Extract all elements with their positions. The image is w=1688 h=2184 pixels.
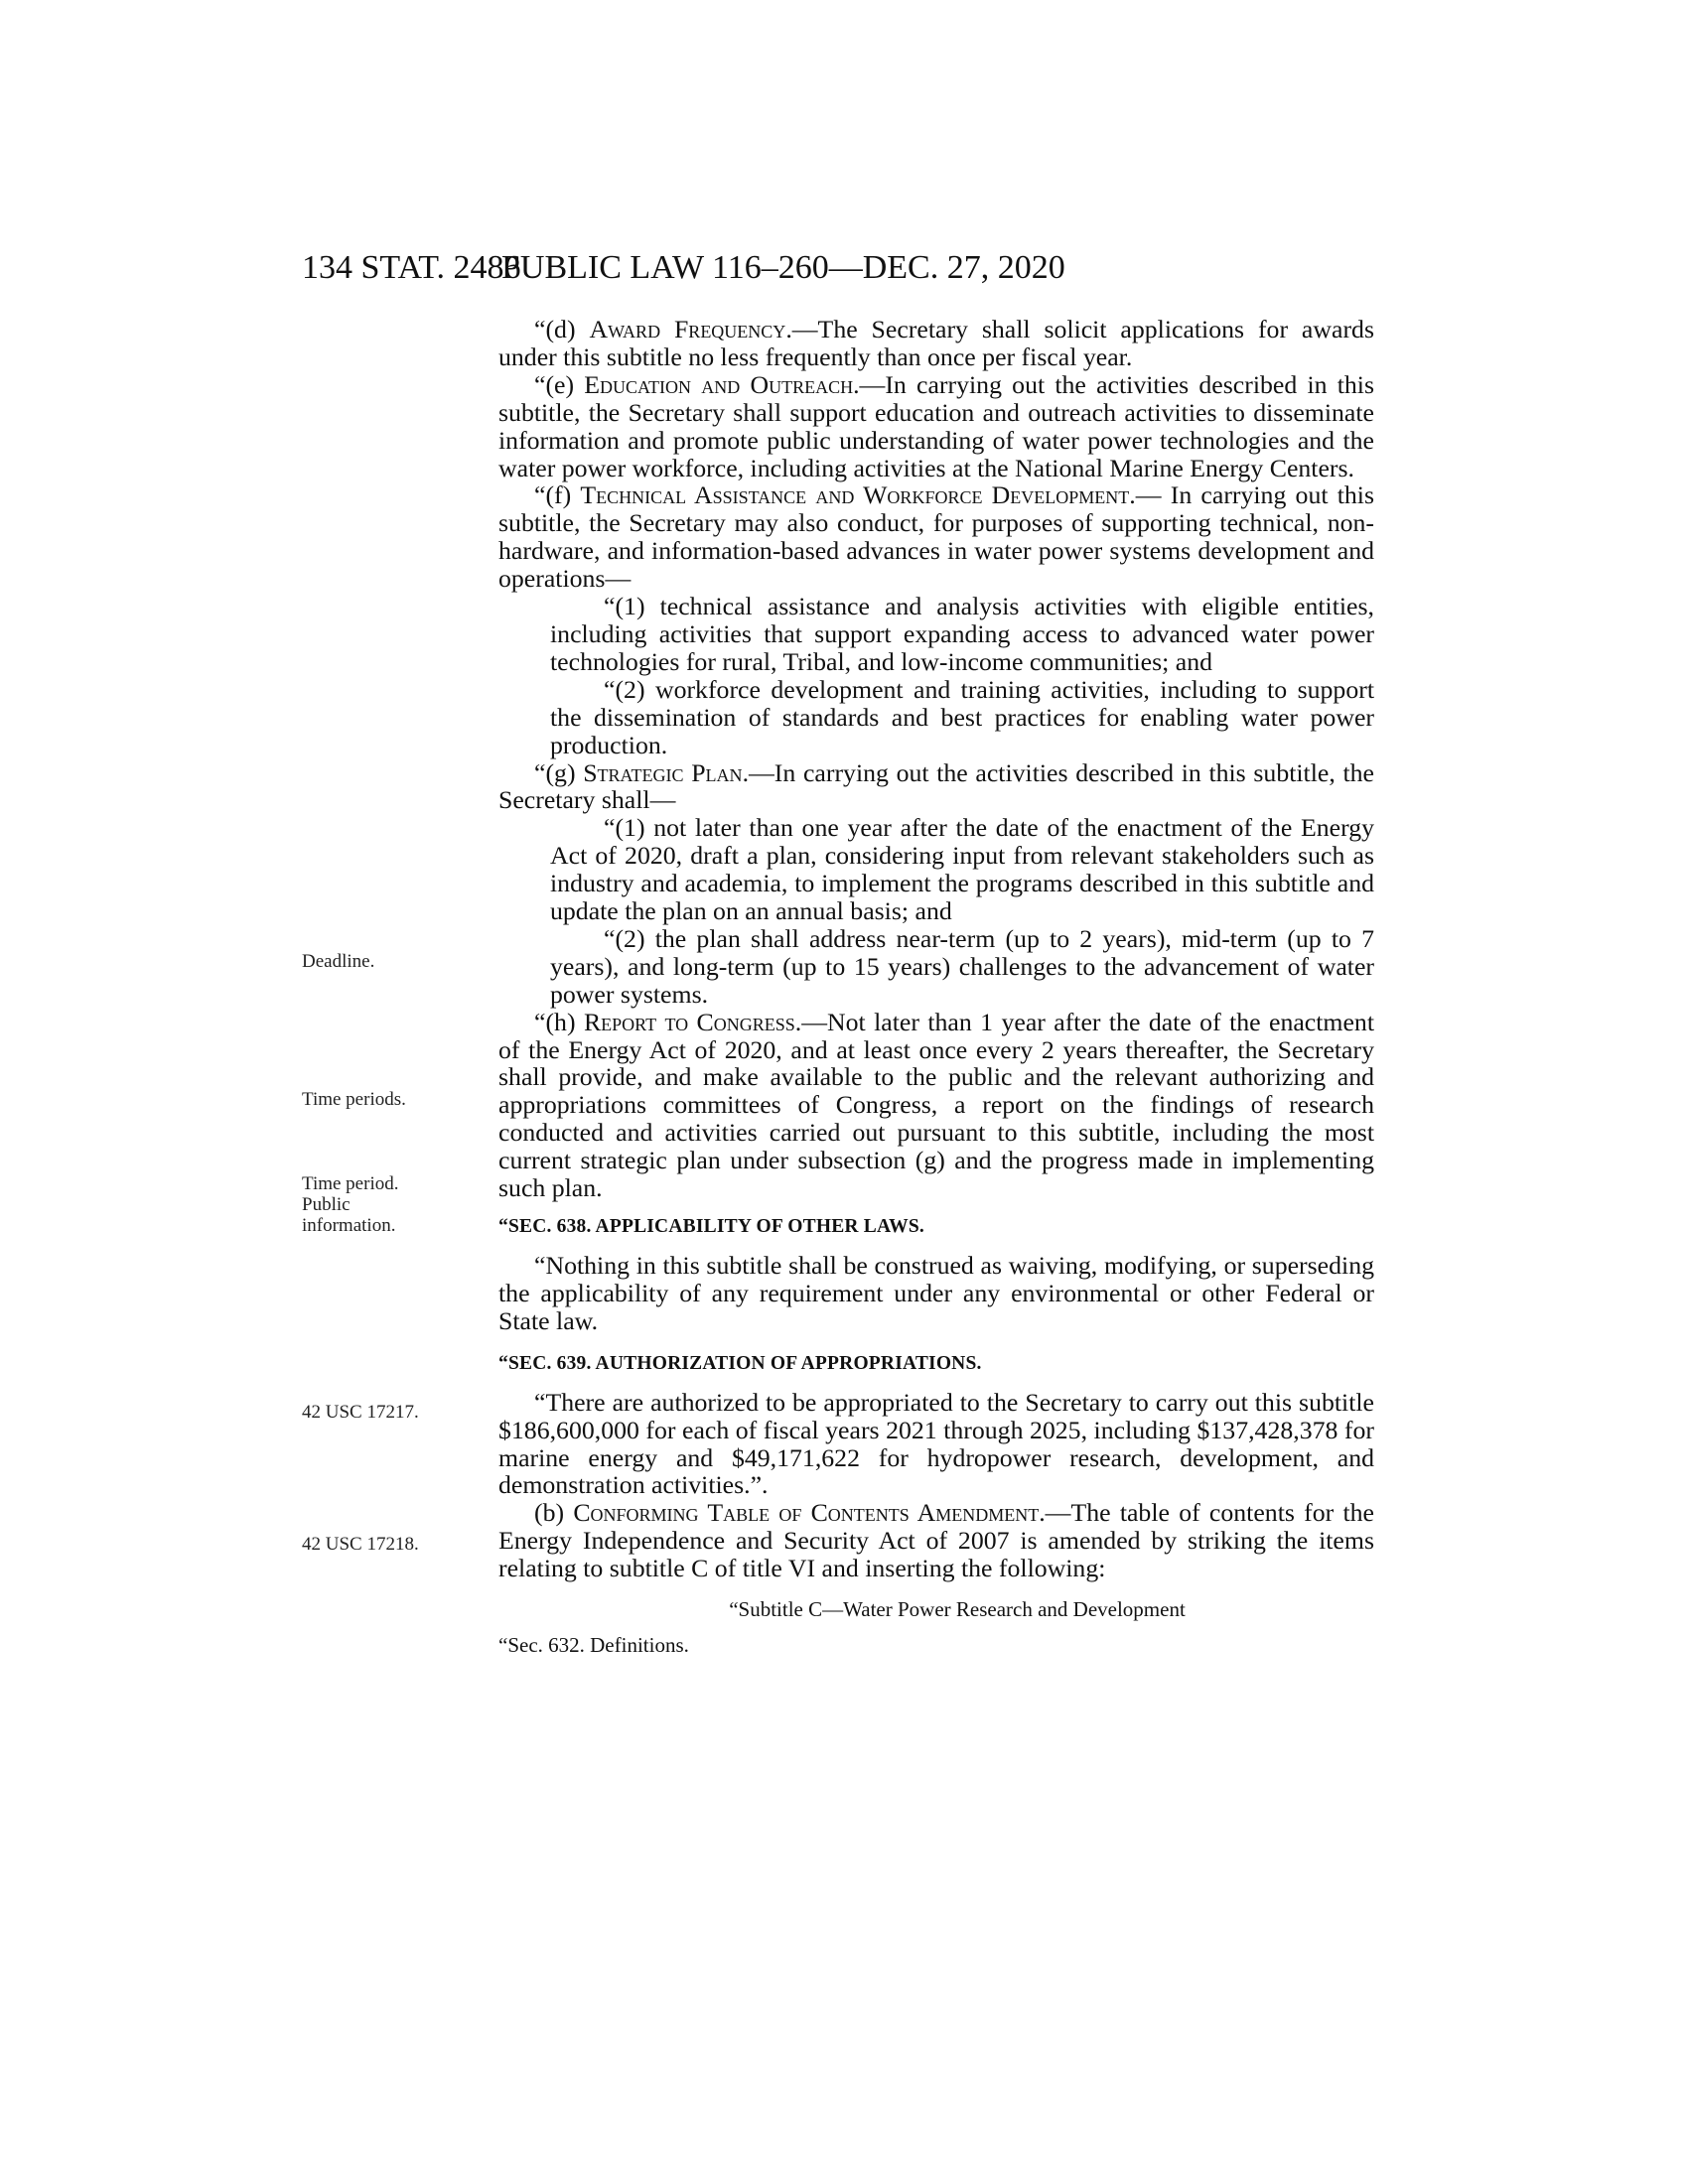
subsection-b: (b) Conforming Table of Contents Amendment.—The table of contents for the Energy Independence and Security Act of 2007 is amended by striking the items relating to subtitle C of title VI and inserting the following: bbox=[498, 1498, 1374, 1583]
margin-note-time-periods: Time periods. bbox=[302, 1089, 406, 1110]
subsection-heading: Conforming Table of Contents Amendment bbox=[573, 1498, 1040, 1528]
subsection-heading: Strategic Plan bbox=[583, 757, 743, 787]
margin-note-time-period bbox=[302, 1173, 398, 1236]
subsection-e: “(e) Education and Outreach.—In carrying out the activities described in this subtitle, the Secretary shall support education and outreach activities to disseminate information and promote public understanding of water power technologies and the water power workforce, including activities at the National Marine Energy Centers. bbox=[498, 369, 1375, 482]
paragraph-g2: “(2) the plan shall address near-term (up to 2 years), mid-term (up to 7 years), and long-term (up to 15 years) challenges to the advancement of water power systems. bbox=[550, 923, 1374, 1009]
paragraph-f1: “(1) technical assistance and analysis activities with eligible entities, including activities that support expanding access to advanced water power technologies for rural, Tribal, and low-income communities; and bbox=[550, 592, 1374, 676]
subsection-heading: Technical Assistance and Workforce Development bbox=[580, 480, 1130, 510]
margin-note-usc-17218: 42 USC 17218. bbox=[302, 1534, 419, 1555]
toc-section-632: “Sec. 632. Definitions. bbox=[498, 1633, 689, 1658]
running-header: PUBLIC LAW 116–260—DEC. 27, 2020 bbox=[501, 249, 1065, 286]
subsection-f: “(f) Technical Assistance and Workforce Development.— In carrying out this subtitle, the Secretary may also conduct, for purposes of supporting technical, non-hardware, and information-based advances in water power systems development and operations— bbox=[498, 480, 1374, 594]
margin-note-line: Time period. bbox=[302, 1173, 399, 1194]
statute-body bbox=[498, 316, 1374, 1658]
paragraph-g1: “(1) not later than one year after the date of the enactment of the Energy Act of 2020, draft a plan, considering input from relevant stakeholders such as industry and academia, to implement the programs described in this subtitle and update the plan on an annual basis; and bbox=[550, 813, 1374, 926]
section-638-body: “Nothing in this subtitle shall be construed as waiving, modifying, or superseding the applicability of any requirement under any environmental or other Federal or State law. bbox=[498, 1251, 1374, 1335]
subsection-g: “(g) Strategic Plan.—In carrying out the activities described in this subtitle, the Secretary shall— bbox=[498, 757, 1374, 815]
section-638-heading: “SEC. 638. APPLICABILITY OF OTHER LAWS. bbox=[498, 1216, 924, 1237]
section-639-heading: “SEC. 639. AUTHORIZATION OF APPROPRIATIONS. bbox=[498, 1352, 982, 1374]
paragraph-f2: “(2) workforce development and training activities, including to support the dissemination of standards and best practices for enabling water power production. bbox=[550, 674, 1374, 759]
section-639-body: “There are authorized to be appropriated to the Secretary to carry out this subtitle $186,600,000 for each of fiscal years 2021 through 2025, including $137,428,378 for marine energy and $49,171,622 for hydropower research, development, and demonstration activities.”. bbox=[498, 1387, 1374, 1500]
subsection-heading: Award Frequency bbox=[589, 315, 786, 343]
margin-note-line: Public bbox=[302, 1194, 351, 1215]
margin-note-deadline: Deadline. bbox=[302, 951, 375, 972]
subsection-h: “(h) Report to Congress.—Not later than 1 year after the date of the enactment of the Energy Act of 2020, and at least once every 2 years thereafter, the Secretary shall provide, and make available to the public and the relevant authorizing and appropriations committees of Congress, a report on the findings of research conducted and activities carried out pursuant to this subtitle, including the most current strategic plan under subsection (g) and the progress made in implementing such plan. bbox=[498, 1007, 1374, 1203]
subsection-d: “(d) Award Frequency.—The Secretary shall solicit applications for awards under this subtitle no less frequently than once per fiscal year. bbox=[498, 315, 1374, 371]
stat-citation: 134 STAT. 2486 bbox=[302, 249, 521, 286]
subsection-heading: Report to Congress bbox=[583, 1007, 795, 1036]
margin-note-line: information. bbox=[302, 1215, 396, 1236]
subsection-heading: Education and Outreach bbox=[584, 369, 854, 399]
margin-note-usc-17217: 42 USC 17217. bbox=[302, 1402, 419, 1423]
toc-subtitle: “Subtitle C—Water Power Research and Development bbox=[729, 1597, 1186, 1622]
